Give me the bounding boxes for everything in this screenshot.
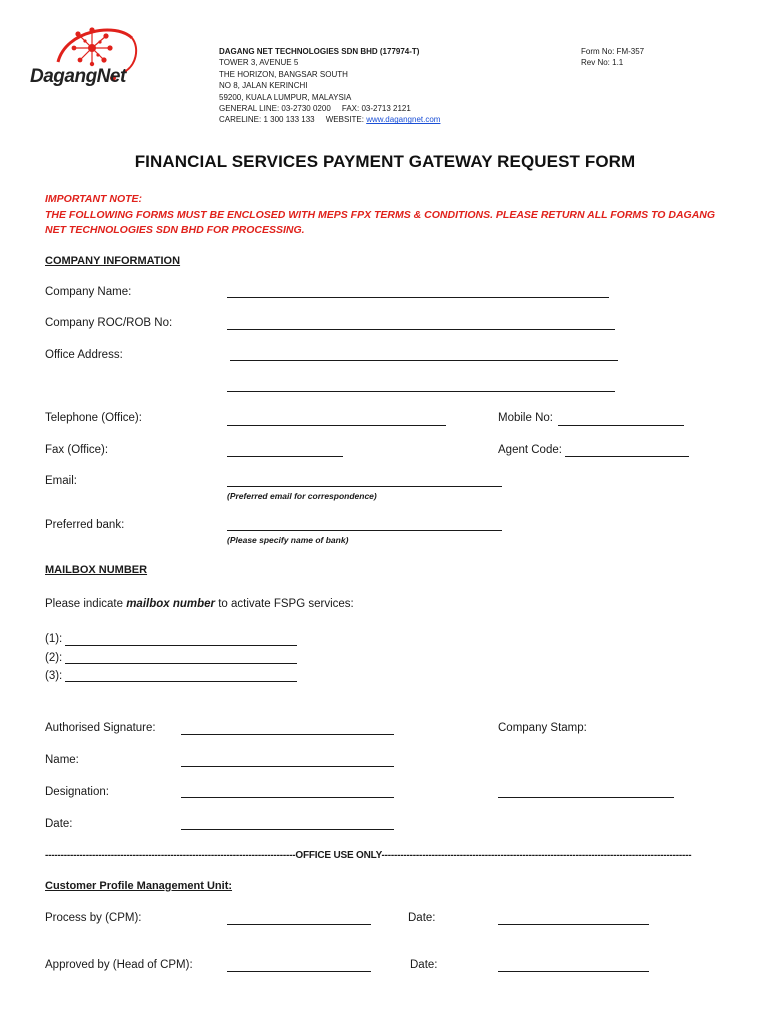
company-stamp-label: Company Stamp: <box>498 722 587 734</box>
bank-hint: (Please specify name of bank) <box>227 535 349 545</box>
agent-code-label: Agent Code: <box>498 444 562 456</box>
careline-text: CARELINE: 1 300 133 133 WEBSITE: <box>219 115 367 125</box>
name-label: Name: <box>45 754 79 766</box>
instruction-text: Please indicate <box>45 598 127 610</box>
office-use-divider: --------------------------------------------------------------------------------OFFICE USE ONLY--------------------------------------------------------------------------------------------------- <box>45 850 692 861</box>
approved-by-field[interactable] <box>227 971 371 972</box>
approved-by-label: Approved by (Head of CPM): <box>45 959 193 971</box>
dagangnet-logo <box>28 22 156 102</box>
approved-date-field[interactable] <box>498 971 649 972</box>
email-hint: (Preferred email for correspondence) <box>227 491 377 501</box>
office-address-label: Office Address: <box>45 349 123 361</box>
company-info-heading: COMPANY INFORMATION <box>45 255 181 267</box>
date-label: Date: <box>45 818 73 830</box>
general-line: GENERAL LINE: 03-2730 0200 FAX: 03-2713 2121 <box>219 104 411 114</box>
date-field[interactable] <box>181 829 394 830</box>
mobile-label: Mobile No: <box>498 412 553 424</box>
mailbox-item-3-label: (3): <box>45 670 63 682</box>
fax-label: Fax (Office): <box>45 444 109 456</box>
process-date-label: Date: <box>408 912 436 924</box>
preferred-bank-field[interactable] <box>227 530 502 531</box>
fax-field[interactable] <box>227 456 343 457</box>
agent-code-field[interactable] <box>565 456 689 457</box>
authorised-signature-field[interactable] <box>181 734 394 735</box>
mailbox-item-2-label: (2): <box>45 652 63 664</box>
preferred-bank-label: Preferred bank: <box>45 519 125 531</box>
name-field[interactable] <box>181 766 394 767</box>
company-name-field[interactable] <box>227 297 609 298</box>
company-stamp-field[interactable] <box>498 797 674 798</box>
instruction-emphasis: mailbox number <box>126 598 216 610</box>
address-line: THE HORIZON, BANGSAR SOUTH <box>219 69 348 79</box>
careline-row <box>219 114 440 125</box>
mailbox-instruction <box>45 598 354 610</box>
form-number-block <box>581 46 644 69</box>
email-field[interactable] <box>227 486 502 487</box>
important-note <box>45 192 735 239</box>
process-by-field[interactable] <box>227 924 371 925</box>
telephone-label: Telephone (Office): <box>45 412 142 424</box>
company-name: DAGANG NET TECHNOLOGIES SDN BHD (177974-T) <box>219 47 420 56</box>
logo-network-icon <box>28 22 156 102</box>
address-line: 59200, KUALA LUMPUR, MALAYSIA <box>219 92 352 102</box>
office-address-field-1[interactable] <box>230 360 618 361</box>
address-line: NO 8, JALAN KERINCHI <box>219 81 308 91</box>
cpm-heading: Customer Profile Management Unit: <box>45 880 233 892</box>
address-line: TOWER 3, AVENUE 5 <box>219 58 299 68</box>
company-name-label: Company Name: <box>45 286 132 298</box>
email-label: Email: <box>45 475 77 487</box>
mailbox-item-3-field[interactable] <box>65 681 297 682</box>
logo-wordmark: DagangNet <box>30 66 126 87</box>
website-link[interactable]: www.dagangnet.com <box>366 115 441 125</box>
page-title: FINANCIAL SERVICES PAYMENT GATEWAY REQUEST FORM <box>134 152 636 171</box>
instruction-text: to activate FSPG services: <box>215 598 354 610</box>
process-by-label: Process by (CPM): <box>45 912 142 924</box>
note-body: THE FOLLOWING FORMS MUST BE ENCLOSED WITH MEPS FPX TERMS & CONDITIONS. PLEASE RETURN ALL FORMS TO DAGANG NET TECHNOLOGIES SDN BHD FOR PROCESSING. <box>45 208 716 236</box>
company-address-block <box>219 46 440 126</box>
mailbox-item-1-field[interactable] <box>65 645 297 646</box>
roc-rob-field[interactable] <box>227 329 615 330</box>
roc-rob-label: Company ROC/ROB No: <box>45 317 173 329</box>
mailbox-heading: MAILBOX NUMBER <box>45 564 148 576</box>
designation-label: Designation: <box>45 786 109 798</box>
mobile-field[interactable] <box>558 425 684 426</box>
revision-number: Rev No: 1.1 <box>581 58 624 68</box>
approved-date-label: Date: <box>410 959 438 971</box>
office-address-field-2[interactable] <box>227 391 615 392</box>
designation-field[interactable] <box>181 797 394 798</box>
telephone-field[interactable] <box>227 425 446 426</box>
form-number: Form No: FM-357 <box>581 47 645 56</box>
process-date-field[interactable] <box>498 924 649 925</box>
mailbox-item-1-label: (1): <box>45 633 63 645</box>
authorised-signature-label: Authorised Signature: <box>45 722 156 734</box>
mailbox-item-2-field[interactable] <box>65 663 297 664</box>
note-heading: IMPORTANT NOTE: <box>45 193 143 205</box>
